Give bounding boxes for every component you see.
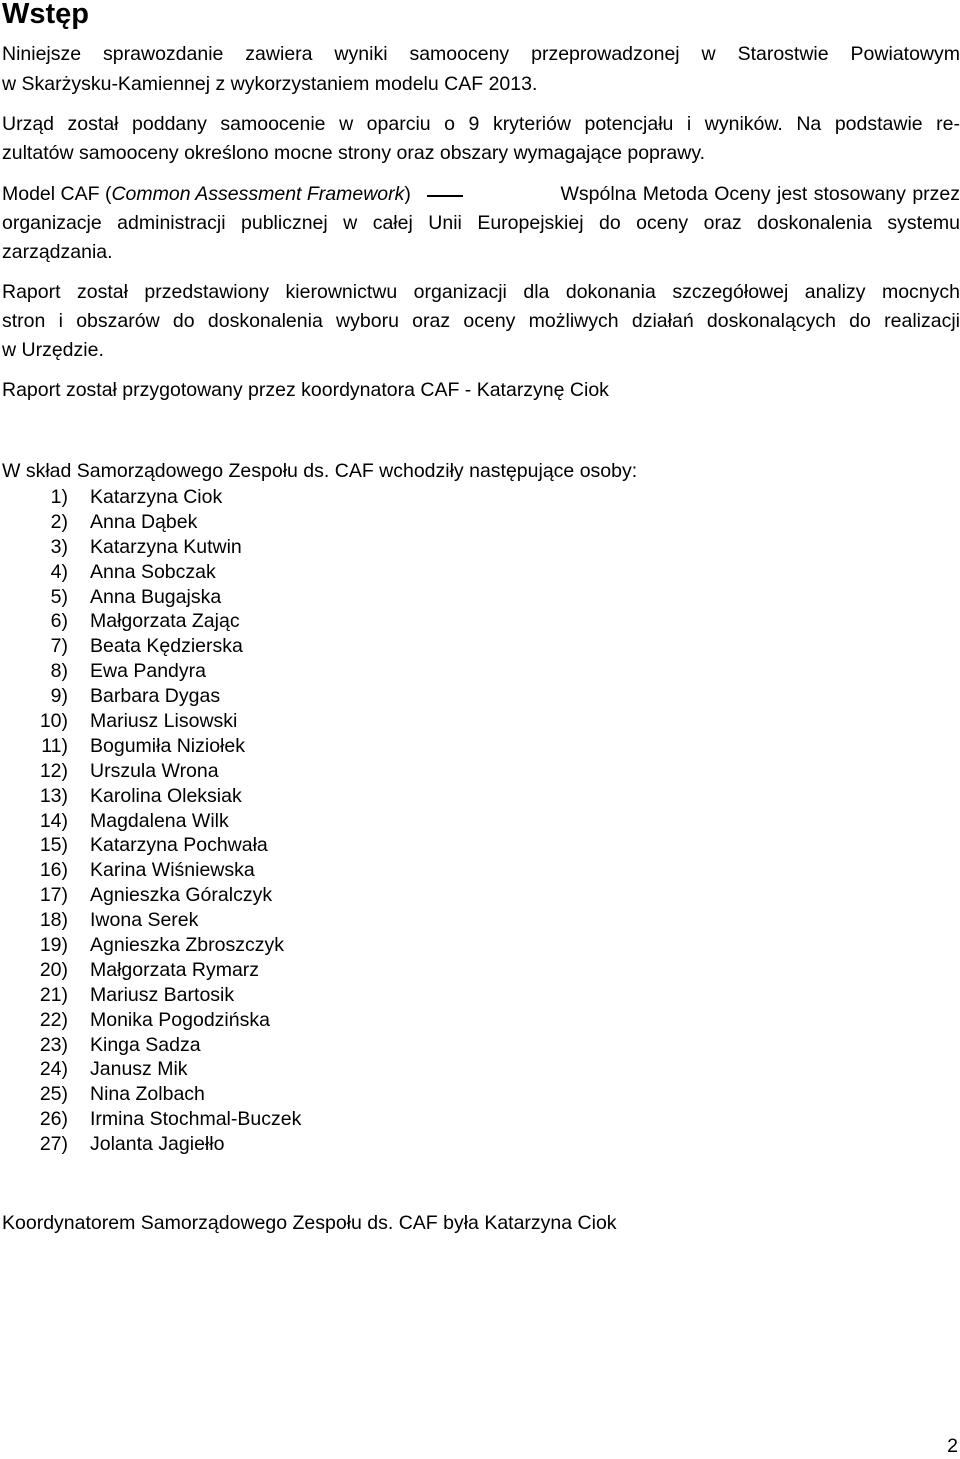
list-item-number: 5) xyxy=(50,585,68,608)
list-item-number: 13) xyxy=(39,784,68,807)
team-intro: W skład Samorządowego Zespołu ds. CAF wchodziły następujące osoby: xyxy=(2,460,638,482)
list-item-number: 17) xyxy=(39,884,68,907)
intro-line-1: Niniejsze sprawozdanie zawiera wyniki samooceny przeprowadzonej w Starostwie Powiatowym xyxy=(2,43,960,65)
list-item xyxy=(0,734,400,759)
list-item xyxy=(0,958,400,983)
list-item-name: Karolina Oleksiak xyxy=(90,784,242,807)
list-item-number: 1) xyxy=(50,486,68,508)
list-item-number: 21) xyxy=(39,983,68,1006)
list-item-name: Janusz Mik xyxy=(90,1058,188,1081)
list-item-number: 20) xyxy=(39,958,68,981)
list-item-name: Iwona Serek xyxy=(90,909,199,932)
model-line-1-start xyxy=(2,181,473,208)
list-item-number: 25) xyxy=(39,1083,68,1106)
model-italic: Common Assessment Framework xyxy=(111,183,405,205)
review-line-1: Urząd został poddany samoocenie w oparciu o 9 kryteriów potencjału i wyników. Na podstawie re- xyxy=(2,113,960,135)
list-item xyxy=(0,709,400,734)
list-item xyxy=(0,659,400,684)
report-line-2: stron i obszarów do doskonalenia wyboru oraz oceny możliwych działań doskonalących do realizacji xyxy=(2,310,960,332)
list-item-name: Katarzyna Ciok xyxy=(90,486,223,508)
list-item-number: 23) xyxy=(39,1033,68,1056)
list-item-name: Agnieszka Góralczyk xyxy=(90,884,273,907)
list-item-number: 16) xyxy=(39,859,68,882)
report-line-1: Raport został przedstawiony kierownictwu organizacji dla dokonania szczegółowej analizy mocnych xyxy=(2,281,960,303)
list-item-name: Małgorzata Zając xyxy=(90,610,240,633)
list-item xyxy=(0,833,400,858)
list-item-name: Anna Bugajska xyxy=(90,585,222,608)
list-item-name: Nina Zolbach xyxy=(90,1083,205,1106)
list-item-number: 3) xyxy=(50,535,68,558)
list-item-number: 27) xyxy=(39,1133,68,1156)
list-item xyxy=(0,684,400,709)
list-item xyxy=(0,560,400,585)
list-item xyxy=(0,634,400,659)
list-item-number: 8) xyxy=(50,660,68,683)
list-item-name: Agnieszka Zbroszczyk xyxy=(90,934,284,957)
members-list xyxy=(0,485,400,1157)
list-item xyxy=(0,609,400,634)
list-item-number: 18) xyxy=(39,909,68,932)
list-item xyxy=(0,1132,400,1157)
list-item-name: Kinga Sadza xyxy=(90,1033,201,1056)
list-item-name: Jolanta Jagiełło xyxy=(90,1133,225,1156)
list-item xyxy=(0,809,400,834)
list-item-name: Urszula Wrona xyxy=(90,759,219,782)
list-item-name: Ewa Pandyra xyxy=(90,660,206,683)
list-item-number: 9) xyxy=(50,685,68,708)
list-item-name: Karina Wiśniewska xyxy=(90,859,255,882)
list-item xyxy=(0,1008,400,1033)
list-item-name: Beata Kędzierska xyxy=(90,635,243,658)
list-item xyxy=(0,784,400,809)
list-item-number: 6) xyxy=(50,610,68,633)
list-item-name: Katarzyna Kutwin xyxy=(90,535,242,558)
prepared-by: Raport został przygotowany przez koordynatora CAF - Katarzynę Ciok xyxy=(2,379,609,401)
list-item xyxy=(0,1033,400,1058)
model-suffix: ) xyxy=(404,183,411,205)
list-item-name: Małgorzata Rymarz xyxy=(90,958,260,981)
list-item-number: 11) xyxy=(41,734,68,757)
list-item-name: Mariusz Lisowski xyxy=(90,710,238,733)
model-prefix: Model CAF ( xyxy=(2,183,112,205)
list-item-number: 7) xyxy=(50,635,68,658)
list-item-number: 26) xyxy=(39,1108,68,1131)
list-item-number: 10) xyxy=(39,710,68,733)
list-item xyxy=(0,858,400,883)
list-item-name: Bogumiła Niziołek xyxy=(90,734,245,757)
list-item-number: 14) xyxy=(39,809,68,832)
list-item-number: 15) xyxy=(39,834,68,857)
list-item-number: 24) xyxy=(39,1058,68,1081)
list-item-number: 2) xyxy=(50,510,68,533)
model-line-2: organizacje administracji publicznej w całej Unii Europejskiej do oceny oraz doskonalenia systemu xyxy=(2,212,960,234)
list-item-number: 4) xyxy=(50,560,68,583)
list-item xyxy=(0,908,400,933)
list-item-name: Magdalena Wilk xyxy=(90,809,229,832)
report-line-3: w Urzędzie. xyxy=(2,339,104,361)
list-item-number: 19) xyxy=(39,934,68,957)
coordinator-statement: Koordynatorem Samorządowego Zespołu ds. CAF była Katarzyna Ciok xyxy=(2,1212,617,1234)
list-item xyxy=(0,933,400,958)
list-item xyxy=(0,485,400,510)
list-item-name: Irmina Stochmal-Buczek xyxy=(90,1108,302,1131)
list-item xyxy=(0,1107,400,1132)
model-line-1 xyxy=(2,181,960,208)
list-item xyxy=(0,1082,400,1107)
review-line-2: zultatów samooceny określono mocne strony oraz obszary wymagające poprawy. xyxy=(2,142,706,164)
list-item xyxy=(0,510,400,535)
list-item xyxy=(0,535,400,560)
list-item xyxy=(0,883,400,908)
list-item-name: Anna Sobczak xyxy=(90,560,216,583)
list-item-number: 22) xyxy=(39,1008,68,1031)
list-item xyxy=(0,585,400,610)
list-item xyxy=(0,1057,400,1082)
page-number: 2 xyxy=(947,1435,958,1457)
list-item xyxy=(0,983,400,1008)
list-item xyxy=(0,759,400,784)
model-after-dash: Wspólna Metoda Oceny jest stosowany przez xyxy=(560,183,960,205)
page-heading: Wstęp xyxy=(2,0,89,30)
list-item-name: Anna Dąbek xyxy=(90,510,198,533)
list-item-name: Barbara Dygas xyxy=(90,685,221,708)
model-line-3: zarządzania. xyxy=(2,241,113,263)
intro-line-2: w Skarżysku-Kamiennej z wykorzystaniem modelu CAF 2013. xyxy=(2,73,538,95)
list-item-name: Mariusz Bartosik xyxy=(90,983,235,1006)
list-item-name: Monika Pogodzińska xyxy=(90,1008,270,1031)
list-item-number: 12) xyxy=(39,759,68,782)
list-item-name: Katarzyna Pochwała xyxy=(90,834,268,857)
em-dash xyxy=(427,195,463,197)
